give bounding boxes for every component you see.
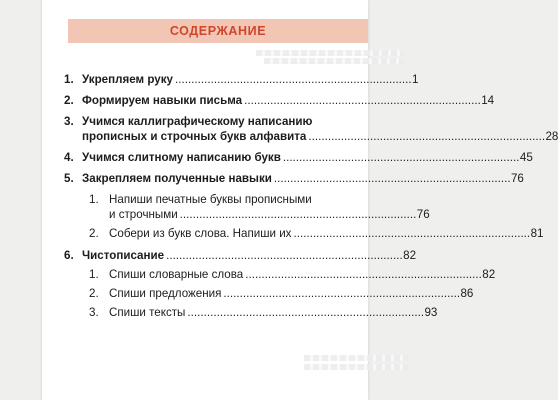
leader-dots xyxy=(187,305,422,320)
leader-dots xyxy=(244,93,479,108)
toc-entry-1[interactable] xyxy=(64,72,419,87)
toc-entry-page: 86 xyxy=(460,287,474,300)
toc-entry-number: 2. xyxy=(89,227,99,240)
toc-entry-2[interactable] xyxy=(64,93,495,108)
toc-entry-page: 45 xyxy=(519,151,533,164)
toc-subentry-6-1[interactable] xyxy=(64,267,496,282)
toc-entry-4[interactable] xyxy=(64,150,533,165)
toc-entry-title: Формируем навыки письма xyxy=(82,94,243,107)
contents-title: СОДЕРЖАНИЕ xyxy=(169,24,267,38)
toc-subentry-6-3[interactable] xyxy=(64,305,438,320)
show-through-text xyxy=(264,58,404,64)
toc-entry-number: 1. xyxy=(64,73,74,86)
toc-entry-page: 81 xyxy=(530,227,544,240)
toc-entry-title: Укрепляем руку xyxy=(82,73,173,86)
leader-dots xyxy=(175,72,410,87)
toc-entry-title: Чистописание xyxy=(82,249,165,262)
toc-entry-number: 1. xyxy=(89,268,99,281)
toc-entry-page: 28 xyxy=(545,130,558,143)
toc-entry-title: Спиши предложения xyxy=(109,287,222,300)
toc-entry-title: Спиши тексты xyxy=(109,306,186,319)
leader-dots xyxy=(293,226,528,241)
toc-entry-page: 76 xyxy=(510,172,524,185)
leader-dots xyxy=(245,267,480,282)
toc-entry-title: Закрепляем полученные навыки xyxy=(82,172,272,185)
table-of-contents xyxy=(64,72,558,324)
toc-entry-title-line-1: Напиши печатные буквы прописными xyxy=(109,193,312,206)
leader-dots xyxy=(283,150,518,165)
toc-entry-title: Спиши словарные слова xyxy=(109,268,244,281)
toc-entry-page: 82 xyxy=(403,249,417,262)
contents-header xyxy=(68,19,368,43)
toc-entry-page: 1 xyxy=(412,73,419,86)
show-through-text xyxy=(304,355,408,361)
toc-entry-title-line-2: прописных и строчных букв алфавита xyxy=(82,130,307,143)
toc-entry-title-line-2: и строчными xyxy=(109,208,178,221)
toc-entry-page: 76 xyxy=(416,208,430,221)
toc-entry-page: 82 xyxy=(482,268,496,281)
toc-entry-page: 14 xyxy=(481,94,495,107)
leader-dots xyxy=(180,207,415,222)
leader-dots xyxy=(308,129,543,144)
toc-entry-number: 6. xyxy=(64,249,74,262)
toc-entry-number: 2. xyxy=(64,94,74,107)
toc-entry-5[interactable] xyxy=(64,171,524,186)
toc-entry-title: Собери из букв слова. Напиши их xyxy=(109,227,292,240)
show-through-text xyxy=(256,50,404,56)
toc-entry-number: 5. xyxy=(64,172,74,185)
toc-subentry-5-2[interactable] xyxy=(64,226,544,241)
toc-entry-number: 1. xyxy=(89,193,99,206)
toc-entry-number: 2. xyxy=(89,287,99,300)
toc-subentry-6-2[interactable] xyxy=(64,286,474,301)
toc-entry-number: 4. xyxy=(64,151,74,164)
toc-entry-6[interactable] xyxy=(64,248,417,263)
toc-entry-title-line-1: Учимся каллиграфическому написанию xyxy=(82,115,313,128)
toc-entry-number: 3. xyxy=(89,306,99,319)
toc-entry-page: 93 xyxy=(424,306,438,319)
toc-entry-number: 3. xyxy=(64,115,74,128)
leader-dots xyxy=(274,171,509,186)
leader-dots xyxy=(166,248,401,263)
show-through-text xyxy=(304,364,408,370)
leader-dots xyxy=(223,286,458,301)
toc-subentry-5-1[interactable] xyxy=(64,192,430,222)
toc-entry-title: Учимся слитному написанию букв xyxy=(82,151,281,164)
toc-entry-3[interactable] xyxy=(64,114,558,144)
